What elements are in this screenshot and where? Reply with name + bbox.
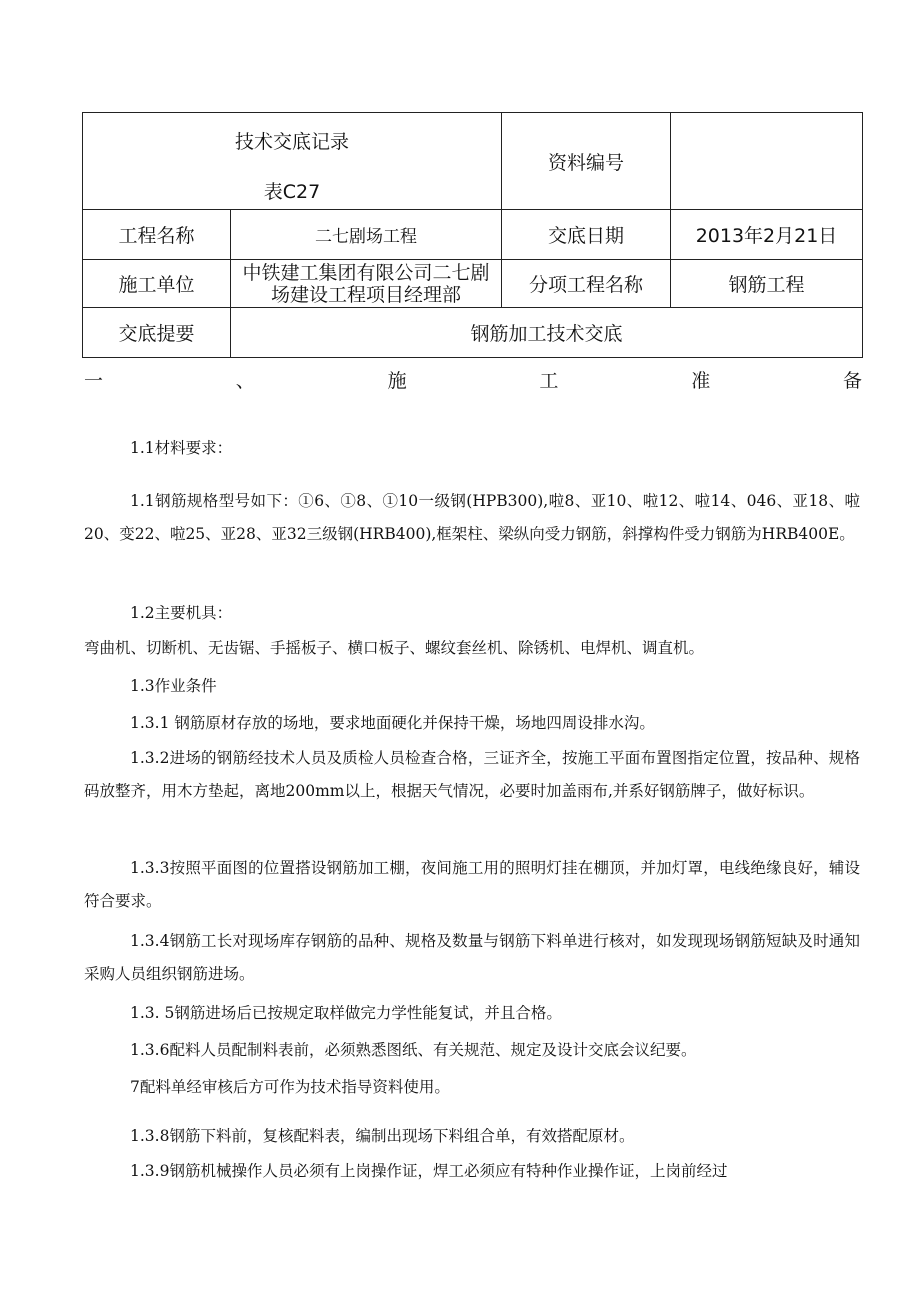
paragraph-rebar-specs: 1.1钢筋规格型号如下：①6、①8、①10一级钢(HPB300),啦8、亚10、啦12、啦14、046、亚18、啦20、变22、啦25、亚28、亚32三级钢(HRB400),框架柱、梁纵向受力钢筋，斜撑构件受力钢筋为HRB400E。 <box>84 492 860 543</box>
project-name-value: 二七剧场工程 <box>231 210 502 260</box>
doc-number-value <box>671 113 863 210</box>
section-heading <box>84 366 862 393</box>
title-cell <box>83 113 502 210</box>
date-value: 2013年2月21日 <box>671 210 863 260</box>
heading-char: 备 <box>842 370 862 392</box>
date-label: 交底日期 <box>502 210 671 260</box>
contractor-label: 施工单位 <box>83 260 231 308</box>
subproject-value: 钢筋工程 <box>671 260 863 308</box>
header-table <box>82 112 863 358</box>
contractor-row <box>83 260 863 308</box>
title-row <box>83 113 863 210</box>
heading-char: 工 <box>539 370 559 392</box>
paragraph-1-3-2: 1.3.2进场的钢筋经技术人员及质检人员检查合格，三证齐全，按施工平面布置图指定位置，按品种、规格码放整齐，用木方垫起，离地200mm以上，根据天气情况，必要时加盖雨布,并系好钢筋牌子，做好标识。 <box>84 749 860 800</box>
summary-row <box>83 308 863 358</box>
paragraph-work-conditions: 1.3作业条件 <box>130 677 217 695</box>
project-row <box>83 210 863 260</box>
paragraph-1-3-5: 1.3. 5钢筋进场后已按规定取样做完力学性能复试，并且合格。 <box>130 1004 562 1022</box>
form-code: 表C27 <box>263 181 321 203</box>
heading-char: 一 <box>84 370 104 392</box>
paragraph-1-3-3: 1.3.3按照平面图的位置搭设钢筋加工棚，夜间施工用的照明灯挂在棚顶，并加灯罩，电线绝缘良好，辅设符合要求。 <box>84 859 860 910</box>
form-title: 技术交底记录 <box>234 131 349 153</box>
paragraph-1-3-7: 7配料单经审核后方可作为技术指导资料使用。 <box>130 1078 450 1096</box>
paragraph-materials-heading: 1.1材料要求： <box>130 439 233 457</box>
paragraph-1-3-6: 1.3.6配料人员配制料表前，必须熟悉图纸、有关规范、规定及设计交底会议纪要。 <box>130 1041 697 1059</box>
paragraph-1-3-8: 1.3.8钢筋下料前，复核配料表，编制出现场下料组合单，有效搭配原材。 <box>130 1127 635 1145</box>
paragraph-1-3-9: 1.3.9钢筋机械操作人员必须有上岗操作证，焊工必须应有特种作业操作证，上岗前经过 <box>130 1162 728 1180</box>
doc-number-label: 资料编号 <box>502 113 671 210</box>
heading-char: 施 <box>387 370 407 392</box>
heading-char: 、 <box>235 370 255 392</box>
project-name-label: 工程名称 <box>83 210 231 260</box>
paragraph-1-3-1: 1.3.1 钢筋原材存放的场地，要求地面硬化并保持干燥，场地四周设排水沟。 <box>130 714 655 732</box>
paragraph-machinery-list: 弯曲机、切断机、无齿锯、手摇板子、横口板子、螺纹套丝机、除锈机、电焊机、调直机。 <box>84 639 705 657</box>
summary-value: 钢筋加工技术交底 <box>231 308 863 358</box>
paragraph-machinery-heading: 1.2主要机具： <box>130 604 233 622</box>
heading-char: 准 <box>691 370 711 392</box>
paragraph-1-3-4: 1.3.4钢筋工长对现场库存钢筋的品种、规格及数量与钢筋下料单进行核对，如发现现场钢筋短缺及时通知采购人员组织钢筋进场。 <box>84 932 860 983</box>
contractor-value: 中铁建工集团有限公司二七剧场建设工程项目经理部 <box>231 260 502 308</box>
summary-label: 交底提要 <box>83 308 231 358</box>
subproject-label: 分项工程名称 <box>502 260 671 308</box>
